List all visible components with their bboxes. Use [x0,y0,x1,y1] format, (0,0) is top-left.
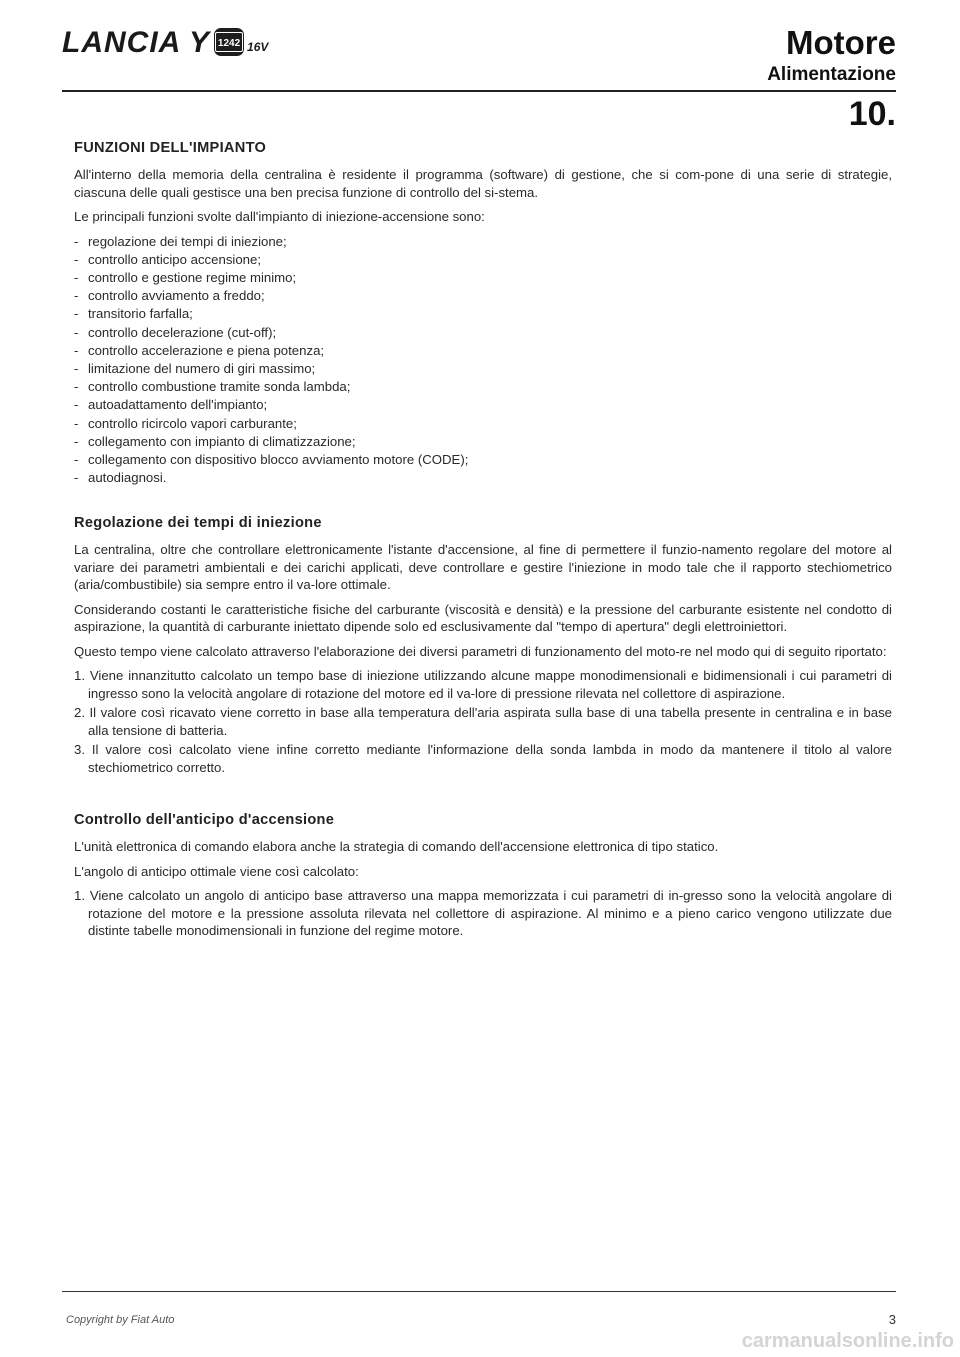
list-item: - collegamento con impianto di climatizzazione; [74,433,892,451]
paragraph: L'unità elettronica di comando elabora anche la strategia di comando dell'accensione elettronica di tipo statico. [74,839,719,855]
injection-steps-list [74,667,892,776]
list-item: - regolazione dei tempi di iniezione; [74,233,892,251]
header-divider [62,90,896,92]
list-item: - controllo decelerazione (cut-off); [74,324,892,342]
heading-anticipo: Controllo dell'anticipo d'accensione [74,812,335,829]
list-item: - collegamento con dispositivo blocco avviamento motore (CODE); [74,451,892,469]
list-item: 2. Il valore così ricavato viene corretto in base alla temperatura dell'aria aspirata sulla base di una tabella presente in centralina e in base alla tensione di batteria. [74,705,892,738]
advance-steps-list [74,887,892,940]
list-item: - controllo ricircolo vapori carburante; [74,415,892,433]
heading-regolazione: Regolazione dei tempi di iniezione [74,515,322,532]
list-item: - controllo accelerazione e piena potenza; [74,342,892,360]
paragraph: La centralina, oltre che controllare elettronicamente l'istante d'accensione, al fine di permettere il funzio-namento regolare del motore al variare dei parametri ambientali e dei carichi applicati, deve controllare e gestire l'iniezione in modo tale che il rapporto stechiometrico (aria/combustibile) sia sempre entro il va-lore ottimale. [74,542,892,593]
list-item: 1. Viene calcolato un angolo di anticipo base attraverso una mappa memorizzata i cui parametri di in-gresso sono la velocità angolare di rotazione del motore e la pressione assoluta rilevata nel collettore di aspirazione. Al minimo e a pieno carico vengono utilizzate due distinte tabelle monodimensionali in funzione del regime motore. [74,888,892,939]
brand-name: LANCIA Y [62,26,211,59]
list-item: 3. Il valore così calcolato viene infine corretto mediante l'informazione della sonda lambda in modo da mantenere il titolo al valore stechiometrico corretto. [74,742,892,775]
list-item: - controllo combustione tramite sonda lambda; [74,378,892,396]
list-item: - controllo avviamento a freddo; [74,287,892,305]
footer-copyright: Copyright by Fiat Auto [66,1314,175,1326]
paragraph: Considerando costanti le caratteristiche fisiche del carburante (viscosità e densità) e la pressione del carburante esistente nel condotto di aspirazione, la quantità di carburante iniettato dipende solo ed esclusivamente dal "tempo di apertura" degli elettroiniettori. [74,601,892,635]
list-item: - autodiagnosi. [74,469,892,487]
site-watermark: carmanualsonline.info [741,1330,954,1352]
brand-logo [62,26,268,60]
paragraph: Questo tempo viene calcolato attraverso l'elaborazione dei diversi parametri di funzionamento del moto-re nel modo qui di seguito riportato: [74,643,887,659]
paragraph: All'interno della memoria della centralina è residente il programma (software) di gestione, che si com-pone di una serie di strategie, ciascuna delle quali gestisce una ben precisa funzione di controllo del si-stema. [74,167,892,200]
page-content [74,140,892,947]
paragraph: Le principali funzioni svolte dall'impianto di iniezione-accensione sono: [74,209,485,224]
brand-variant: 16V [247,40,269,54]
engine-badge-number: 1242 [217,38,241,49]
engine-badge-frame [215,32,243,52]
section-title: Motore [786,24,896,61]
page-number: 3 [888,1312,896,1327]
list-item: - limitazione del numero di giri massimo; [74,360,892,378]
engine-badge-icon [214,28,244,56]
list-item: - controllo e gestione regime minimo; [74,269,892,287]
section-subtitle: Alimentazione [767,64,896,85]
list-item: - transitorio farfalla; [74,305,892,323]
chapter-number: 10. [848,95,896,133]
heading-funzioni: FUNZIONI DELL'IMPIANTO [74,140,267,156]
list-item: - controllo anticipo accensione; [74,251,892,269]
functions-list [74,233,892,488]
footer-divider [62,1291,896,1292]
list-item: - autoadattamento dell'impianto; [74,396,892,414]
paragraph: L'angolo di anticipo ottimale viene così calcolato: [74,863,359,879]
list-item: 1. Viene innanzitutto calcolato un tempo base di iniezione utilizzando alcune mappe monodimensionali e bidimensionali i cui parametri di ingresso sono la velocità angolare di rotazione del motore ed il va-lore di pressione rilevata nel collettore di aspirazione. [74,668,892,701]
